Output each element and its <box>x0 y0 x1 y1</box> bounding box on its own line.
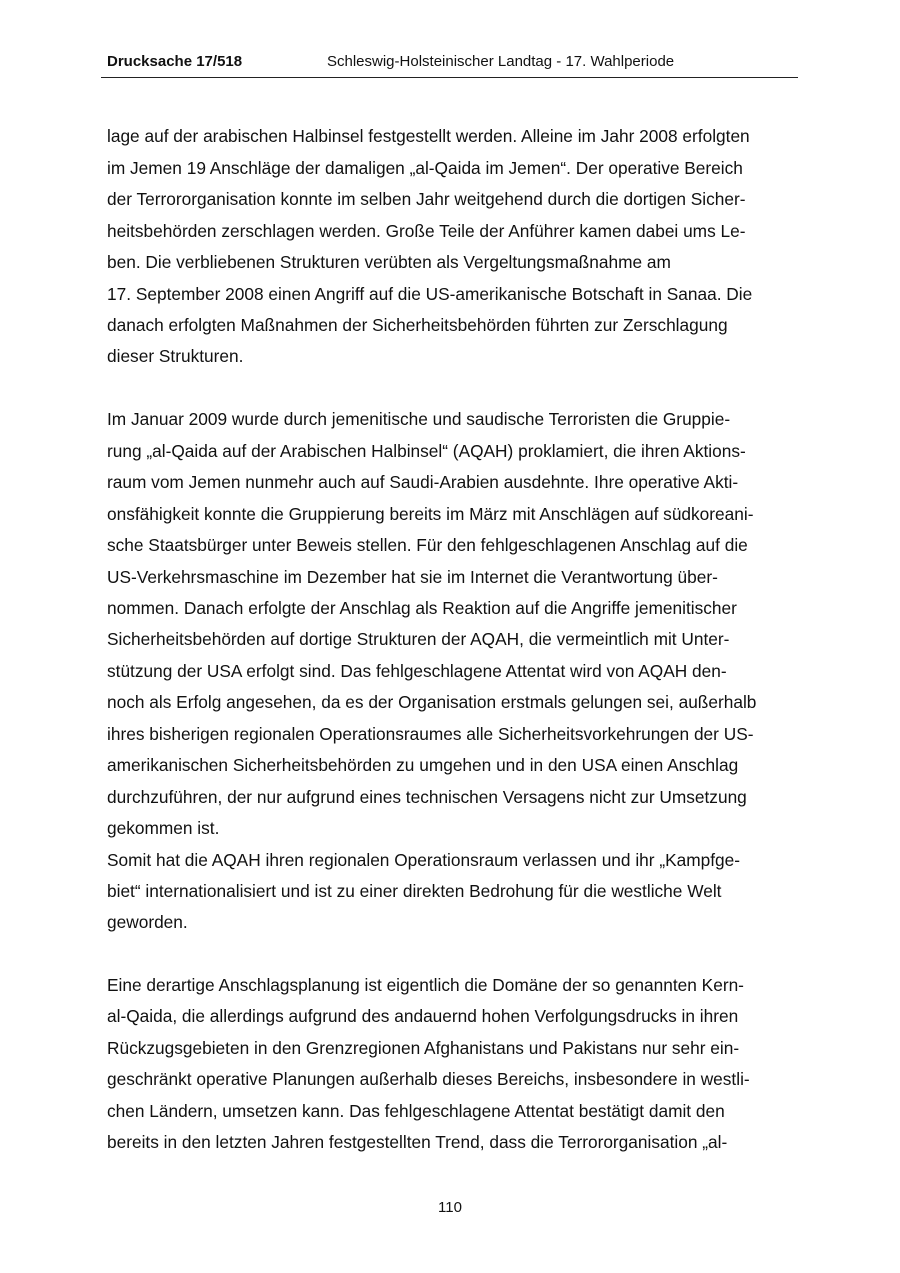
document-number: Drucksache 17/518 <box>107 53 243 70</box>
text-line: nommen. Danach erfolgte der Anschlag als Reaktion auf die Angriffe jemenitischer <box>107 598 737 618</box>
text-line: der Terrororganisation konnte im selben Jahr weitgehend durch die dortigen Sicher- <box>107 189 746 209</box>
text-line: heitsbehörden zerschlagen werden. Große Teile der Anführer kamen dabei ums Le- <box>107 221 746 241</box>
text-line: Sicherheitsbehörden auf dortige Strukturen der AQAH, die vermeintlich mit Unter- <box>107 629 730 649</box>
document-title: Schleswig-Holsteinischer Landtag - 17. Wahlperiode <box>327 53 675 70</box>
text-line: dieser Strukturen. <box>107 346 244 366</box>
text-line: sche Staatsbürger unter Beweis stellen. Für den fehlgeschlagenen Anschlag auf die <box>107 535 748 555</box>
text-line: amerikanischen Sicherheitsbehörden zu umgehen und in den USA einen Anschlag <box>107 755 739 775</box>
text-line: raum vom Jemen nunmehr auch auf Saudi-Arabien ausdehnte. Ihre operative Akti- <box>107 472 739 492</box>
text-line: chen Ländern, umsetzen kann. Das fehlgeschlagene Attentat bestätigt damit den <box>107 1101 725 1121</box>
text-line: stützung der USA erfolgt sind. Das fehlgeschlagene Attentat wird von AQAH den- <box>107 661 727 681</box>
text-line: lage auf der arabischen Halbinsel festgestellt werden. Alleine im Jahr 2008 erfolgten <box>107 126 750 146</box>
text-line: US-Verkehrsmaschine im Dezember hat sie im Internet die Verantwortung über- <box>107 567 718 587</box>
text-line: geworden. <box>107 912 188 932</box>
text-line: Eine derartige Anschlagsplanung ist eigentlich die Domäne der so genannten Kern- <box>107 975 744 995</box>
text-line: Somit hat die AQAH ihren regionalen Operationsraum verlassen und ihr „Kampfge- <box>107 850 741 870</box>
text-line: noch als Erfolg angesehen, da es der Organisation erstmals gelungen sei, außerhalb <box>107 692 757 712</box>
text-line: Rückzugsgebieten in den Grenzregionen Afghanistans und Pakistans nur sehr ein- <box>107 1038 740 1058</box>
text-line: ben. Die verbliebenen Strukturen verübten als Vergeltungsmaßnahme am <box>107 252 671 272</box>
text-line: geschränkt operative Planungen außerhalb dieses Bereichs, insbesondere in westli- <box>107 1069 750 1089</box>
text-line: im Jemen 19 Anschläge der damaligen „al-Qaida im Jemen“. Der operative Bereich <box>107 158 743 178</box>
text-line: bereits in den letzten Jahren festgestellten Trend, dass die Terrororganisation „al- <box>107 1132 728 1152</box>
text-line: biet“ internationalisiert und ist zu einer direkten Bedrohung für die westliche Welt <box>107 881 722 901</box>
text-line: onsfähigkeit konnte die Gruppierung bereits im März mit Anschlägen auf südkoreani- <box>107 504 754 524</box>
text-line: gekommen ist. <box>107 818 220 838</box>
page-header <box>101 50 798 78</box>
text-line: danach erfolgten Maßnahmen der Sicherheitsbehörden führten zur Zerschlagung <box>107 315 728 335</box>
page-number: 110 <box>438 1199 462 1216</box>
text-line: al-Qaida, die allerdings aufgrund des andauernd hohen Verfolgungsdrucks in ihren <box>107 1006 739 1026</box>
text-line: ihres bisherigen regionalen Operationsraumes alle Sicherheitsvorkehrungen der US- <box>107 724 754 744</box>
text-line: rung „al-Qaida auf der Arabischen Halbinsel“ (AQAH) proklamiert, die ihren Aktions- <box>107 441 746 461</box>
text-line: 17. September 2008 einen Angriff auf die US-amerikanische Botschaft in Sanaa. Die <box>107 284 753 304</box>
text-line: Im Januar 2009 wurde durch jemenitische und saudische Terroristen die Gruppie- <box>107 409 731 429</box>
text-line: durchzuführen, der nur aufgrund eines technischen Versagens nicht zur Umsetzung <box>107 787 747 807</box>
